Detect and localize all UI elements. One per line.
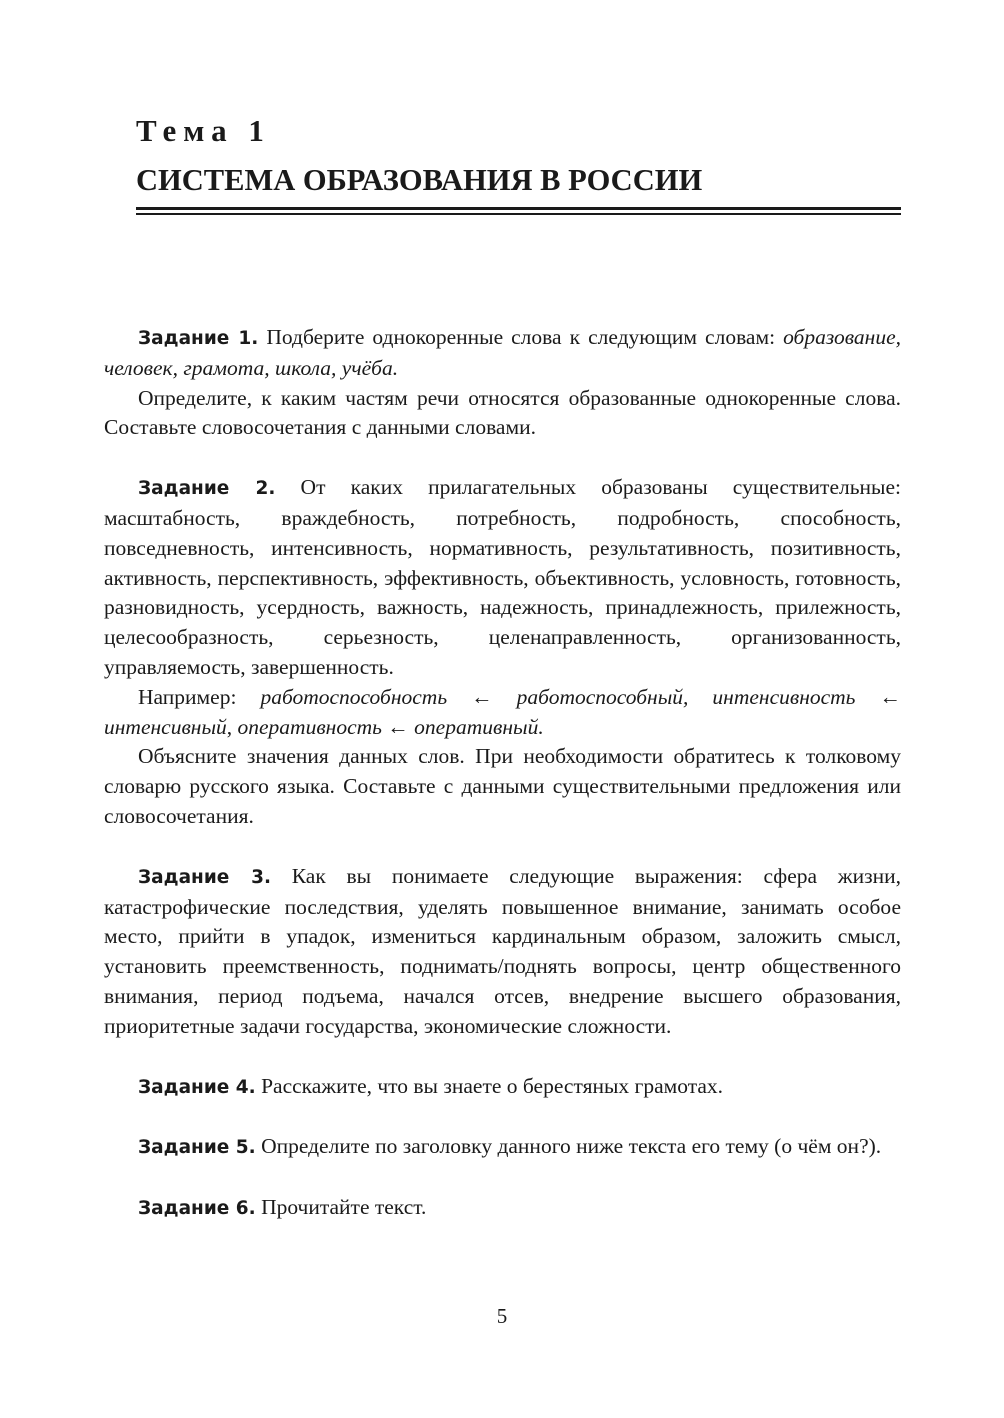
task-label: Задание 3.	[138, 866, 272, 888]
page-title: СИСТЕМА ОБРАЗОВАНИЯ В РОССИИ	[136, 163, 703, 197]
page-number: 5	[496, 1304, 508, 1328]
task-words: образование, человек, грамота, школа, учёба.	[104, 325, 901, 380]
task-1	[104, 323, 901, 384]
task-text: Определите по заголовку данного ниже текста его тему (о чём он?).	[255, 1134, 882, 1159]
example-2: оперативность ← оперативный.	[237, 714, 544, 739]
title-rule-thin	[136, 213, 901, 215]
task-4	[104, 1072, 901, 1103]
example-intro: Например:	[138, 684, 261, 709]
task-2-extra: Объясните значения данных слов. При необходимости обратитесь к толковому словарю русского языка. Составьте с данными существительными предложения или словосочетания.	[104, 744, 901, 828]
task-text: Прочитайте текст.	[255, 1195, 427, 1220]
task-label: Задание 4.	[138, 1076, 256, 1098]
task-2	[104, 473, 901, 683]
task-3	[104, 862, 901, 1042]
task-2-example	[104, 683, 901, 743]
task-text: Как вы понимаете следующие выражения: сфера жизни, катастрофические последствия, уделять повышенное внимание, занимать особое место, прийти в упадок, измениться кардинальным образом, заложить смысл, установить преемственность, поднимать/поднять вопросы, центр общественного внимания, период подъема, начался отсев, внедрение высшего образования, приоритетные задачи государства, экономические сложности.	[104, 863, 902, 1038]
task-text: От каких прилагательных образованы существительные: масштабность, враждебность, потребность, подробность, способность, повседневность, интенсивность, нормативность, результативность, позитивность, активность, перспективность, эффективность, объективность, условность, готовность, разновидность, усердность, важность, надежность, принадлежность, прилежность, целесообразность, серьезность, целенаправленность, организованность, управляемость, завершенность.	[104, 475, 901, 679]
example-separator: ,	[226, 714, 238, 739]
title-rule-thick	[136, 207, 901, 210]
task-label: Задание 1.	[138, 328, 259, 349]
body-text	[104, 323, 901, 1224]
task-label: Задание 6.	[138, 1198, 256, 1220]
task-label: Задание 2.	[138, 478, 276, 500]
task-label: Задание 5.	[138, 1137, 256, 1159]
task-text: Расскажите, что вы знаете о берестяных грамотах.	[255, 1073, 724, 1098]
example-1: работоспособность ← работоспособный, интенсивность ← интенсивный	[104, 684, 901, 739]
task-5	[104, 1132, 901, 1163]
task-text: Подберите однокоренные слова к следующим словам:	[258, 325, 784, 349]
task-6	[104, 1193, 901, 1224]
chapter-label: Тема 1	[136, 113, 271, 148]
task-1-extra: Определите, к каким частям речи относятся образованные однокоренные слова. Составьте словосочетания с данными словами.	[104, 385, 901, 440]
